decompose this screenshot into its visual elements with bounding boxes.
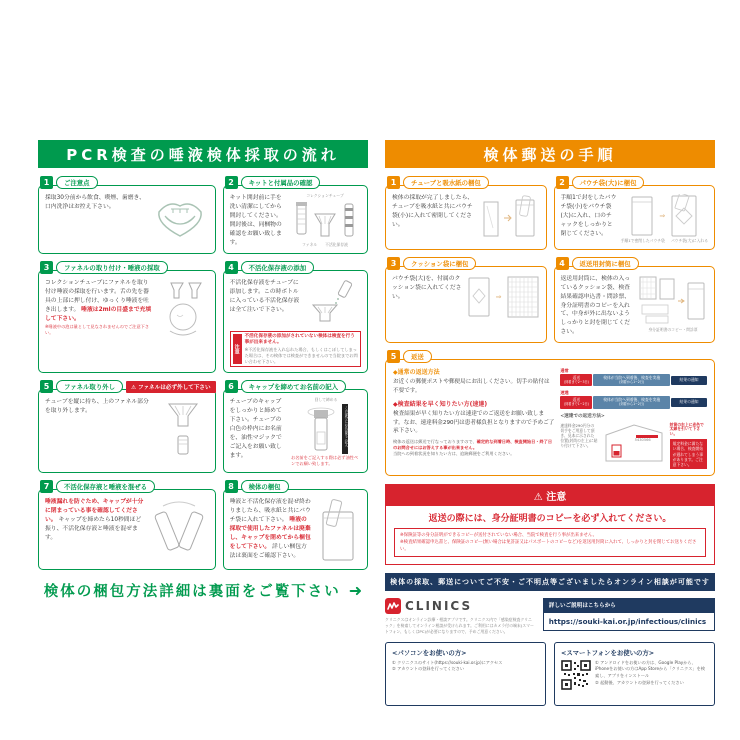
tl2-b1: 返送 — [572, 397, 581, 403]
step-8-emphasis: 唾液の採取で使用したファネルは廃棄し、キャップを閉めてから梱包をして下さい。 — [229, 516, 311, 550]
pc-step-2: ② アカウントの登録を行ってください — [392, 666, 465, 672]
label-funnel: ファネル — [302, 241, 318, 247]
fee-warning-note: 規定料金に満たない場合、検査開始が遅れてしまう事があります。ご注意下さい。 — [670, 439, 707, 469]
left-page-title: PCR検査の唾液検体採取の流れ — [38, 140, 368, 168]
step-1-body: 採取30分前から飲食、喫煙、歯磨き、口内洗浄はお控え下さい。 — [45, 195, 145, 210]
tl2-b3: 結果の通知 — [671, 398, 707, 406]
mail-step-1-title: チューブと吸水紙の梱包 — [403, 176, 489, 189]
online-consult-banner: 検体の採取、郵送についてご不安・ご不明点等ございましたらオンライン相談が可能です — [385, 573, 715, 591]
step-6-body: チューブのキャップをしっかりと締めて下さい。チューブの白色の枠内にお名前を、油性マジックでご記入をお願い致します。 — [229, 399, 282, 460]
step-1-number: 1 — [40, 176, 53, 189]
timeline-tag-express: 速達 — [560, 390, 569, 396]
cap-name-illustration — [291, 398, 361, 466]
cap-rotate-label: 回して締める — [314, 397, 338, 403]
step-3-body: コレクションチューブにファネルを取り付け唾液の採取を行います。舌の先を器具の上部に押し付け、ゆっくり唾液を吐き出します。 — [45, 279, 150, 313]
step-5-number: 5 — [40, 380, 53, 393]
caution-small-1: ※保険証等の身分証明ができるコピーが送付されていない場合、当院で検査を行う事が出来ません。 — [400, 532, 597, 538]
pc-users-heading: <パソコンをお使いの方> — [392, 648, 467, 657]
step-5-badge: ⚠ ファネルは必ず外して下さい — [126, 381, 216, 393]
left-footer-text: 検体の梱包方法詳細は裏面をご覧下さい — [43, 583, 341, 600]
tl1-b2: 検体が当院へ到着後、検査を実施 — [603, 375, 661, 381]
step-6 — [223, 380, 368, 472]
mouth-illustration — [151, 194, 209, 242]
mail-step-5 — [385, 350, 715, 475]
tl1-b3: 結果の通知 — [671, 376, 707, 384]
step-2-title: キットと付属品の確認 — [241, 176, 321, 189]
sp-step-1: ① アンドロイドをお使いの方は、Google Playから、iPhoneをお使いの方はApp Storeから「クリニクス」を検索し、アプリをインストール — [595, 659, 705, 679]
cushion-bag-illustration — [466, 275, 540, 319]
arrow-icon: ⇒ — [659, 212, 666, 220]
tl1-b1: 返送 — [572, 375, 581, 381]
clinics-description: クリニクスはオンライン診療・相談アプリです。クリニクス内で「感染症検査クリニック」を検索してオンライン相談が受けられます。ご利用にはカメラ付の端末(スマートフォン、もしくはPC)が必要になりますので、予めご用意ください。 — [385, 617, 534, 634]
pc-users-box — [385, 642, 546, 706]
pouch-large-illustration — [621, 194, 708, 244]
smartphone-users-box — [554, 642, 715, 706]
step-5-body: チューブを縦に持ち、上のファネル部分を取り外します。 — [45, 399, 149, 415]
detail-heading: 詳しいご説明はこちらから — [543, 598, 715, 612]
express-stamp-note: 速達料金290円分の切手をご用意して頂き、見本に示された位置(封筒の左上)に貼り付けて下さい。 — [560, 422, 598, 448]
step-8-body: 唾液と不活化保存液を混ぜ終わりましたら、吸水紙と共にパウチ袋に入れて下さい。 — [229, 498, 311, 523]
step-6-pen-note: お名前をご記入する際は必ず油性ペンでお願い致します。 — [291, 454, 359, 466]
timeline-tag-normal: 通常 — [560, 368, 569, 374]
step-3-title: ファネルの取り付け・唾液の採取 — [56, 261, 168, 274]
shake-illustration — [149, 498, 209, 560]
step-8-body2: 詳しい梱包方法は裏面をご確認下さい。 — [229, 543, 307, 559]
mail-step-1-body: 検体の採取が完了しましたら、チューブを吸水紙と共にパウチ袋(小)に入れて密閉してください。 — [392, 195, 474, 228]
express-diagram-heading: <速達での返送方法> — [560, 413, 605, 419]
step-5-title: ファネル取り外し — [56, 380, 123, 393]
kit-contents-illustration — [289, 194, 361, 247]
step-3-emphasis: 唾液は2mlの目盛まで充填して下さい。 — [45, 306, 152, 322]
mail-step-5-number: 5 — [387, 350, 400, 363]
name-flag-label: この部分にお名前をご記入 — [342, 404, 348, 454]
right-steps-grid — [385, 176, 715, 343]
mail-step-2-title: パウチ袋(大)に梱包 — [572, 176, 645, 189]
step-8-title: 検体の梱包 — [241, 480, 289, 493]
step-3-note: ※唾液中の泡は量として見なされませんのでご注意下さい。 — [45, 323, 150, 335]
caution-banner: ⚠ 注意 — [386, 485, 714, 506]
express-return-body: 検査結果が早く知りたい方は速達でのご返送をお願い致します。なお、速達料金290円は患者様負担となりますので予めご了承下さい。 — [393, 411, 555, 434]
step-7-body: キャップを締めたら10秒間ほど振り、不活化保存液と唾液を混ぜます。 — [45, 516, 142, 541]
step-4-number: 4 — [225, 261, 238, 274]
pour-illustration — [305, 279, 361, 323]
step-2-number: 2 — [225, 176, 238, 189]
detail-link-box — [543, 598, 715, 635]
caution-lead: 返送の際には、身分証明書のコピーを必ず入れてください。 — [428, 513, 672, 524]
step-4-title: 不活化保存液の添加 — [241, 261, 315, 274]
fineprint-red: 確定的な到着日時、検査開始日・終了日のお問合せにはお答えする事が出来ません。 — [393, 439, 553, 451]
tl1-b1s: (到着まで2~3日) — [563, 379, 589, 384]
tl2-b2: 検体が当院へ到着後、検査を実施 — [603, 397, 661, 403]
tl1-b2s: (到着から1~2日) — [619, 379, 645, 384]
mail-step-1 — [385, 176, 547, 250]
step-7-emphasis: 唾液漏れを防ぐため、キャップが十分に閉まっている事を確認してください。 — [45, 498, 144, 523]
step-1-title: ご注意点 — [56, 176, 98, 189]
mail-step-3-number: 3 — [387, 257, 400, 270]
normal-return-body: お近くの郵便ポストや郵便局にお出しください。切手の貼付は不要です。 — [393, 379, 550, 394]
mail-step-3 — [385, 257, 547, 344]
step-8 — [223, 480, 368, 570]
step-7-title: 不活化保存液と唾液を混ぜる — [56, 480, 155, 493]
warning-tag: 注意 — [233, 334, 242, 364]
step-4-warning-small: ※不活化保存液を入れ忘れた場合、もしくはこぼしてしまった場合は、その検体では検査ができませんので当院までお問い合わせ下さい。 — [244, 346, 358, 364]
sp-step-2: ② 起動後、アカウントの登録を行ってください — [595, 679, 684, 685]
mail-step-2-caption-2: パウチ袋(大)に入れる — [670, 238, 708, 243]
step-2-body: キット開封前に手を洗い清潔にしてから開封してください。開封後は、同梱物の確認をお願い致します。 — [229, 195, 282, 246]
remove-funnel-illustration — [157, 398, 209, 456]
express-envelope-illustration — [602, 423, 666, 463]
mail-step-3-body: パウチ袋(大)を、付属のクッション袋に入れてください。 — [392, 275, 462, 300]
red-line-note: 封筒の右上に赤色で太線を引いて下さい。 — [669, 421, 704, 437]
qr-code — [561, 660, 591, 690]
page-mailing-procedure — [385, 140, 715, 706]
mail-step-2 — [554, 176, 716, 250]
mail-step-1-number: 1 — [387, 176, 400, 189]
right-page-title: 検体郵送の手順 — [385, 140, 715, 168]
arrow-icon: ⇒ — [495, 292, 502, 301]
express-return-heading: ◆検査結果を早く知りたい方(速達) — [393, 401, 488, 409]
tl2-b2s: (到着から1~2日) — [619, 401, 645, 406]
normal-return-heading: ◆通常の返送方法 — [393, 369, 440, 377]
step-7-number: 7 — [40, 480, 53, 493]
mail-step-4 — [554, 257, 716, 344]
mail-step-4-caption: 身分証明書のコピー・問診票 — [648, 326, 698, 332]
pouch-illustration — [315, 498, 361, 564]
mail-step-2-body: 手順1で封をしたパウチ袋(小)をパウチ袋(大)に入れ、口のチャックをしっかりと閉じてください。 — [560, 195, 617, 237]
step-3 — [38, 261, 216, 373]
pc-step-1: ① クリニクスのサイト(https://souki-kai.or.jp)にアクセス — [392, 659, 503, 665]
left-steps-grid — [38, 176, 368, 570]
caution-box — [385, 484, 715, 565]
return-envelope-illustration — [638, 275, 708, 333]
mail-step-2-number: 2 — [556, 176, 569, 189]
back-side-arrow-icon: ➜ — [348, 580, 363, 600]
step-8-number: 8 — [225, 480, 238, 493]
mail-step-5-title: 返送 — [403, 350, 432, 363]
step-4-warning — [230, 331, 361, 367]
step-4-warning-text: 不活化保存液の添加がされていない検体は検査を行う事が出来ません。 — [244, 333, 355, 346]
mail-step-3-title: クッション袋に梱包 — [403, 257, 476, 270]
clinics-logo-text: CLINICS — [405, 599, 473, 614]
clinics-logo-icon — [385, 598, 401, 614]
tl2-b1s: (到着まで1~2日) — [563, 401, 589, 406]
mail-step-4-title: 返送用封筒に梱包 — [572, 257, 639, 270]
step-7 — [38, 480, 216, 570]
fineprint-1: 検体の返送は郵送で行なっておりますので、 — [393, 439, 477, 445]
envelope-code: 5430566 — [634, 437, 651, 442]
step-6-number: 6 — [225, 380, 238, 393]
step-6-title: キャップを締めてお名前の記入 — [241, 380, 346, 393]
consult-url: https://souki-kai.or.jp/infectious/clinics — [543, 612, 715, 631]
caution-small-2: ※検査結果確認申込書と、保険証のコピー(無い場合は免許証又はパスポートのコピーなど)を返送用封筒に入れて、しっかりと封を閉じてお送りください。 — [400, 539, 697, 552]
step-5 — [38, 380, 216, 472]
step-4-body: 不活化保存液をチューブに添加します。この時ボトルに入っている不活化保存液は全て注いで下さい。 — [229, 279, 300, 313]
mail-step-4-number: 4 — [556, 257, 569, 270]
left-footer — [38, 580, 368, 601]
step-1 — [38, 176, 216, 254]
mail-step-2-caption-1: 手順1で密閉したパウチ袋 — [620, 238, 665, 243]
label-collection-tube: コレクションチューブ — [306, 193, 344, 198]
return-timeline — [560, 368, 707, 468]
spit-illustration — [157, 279, 209, 341]
fineprint-2: 当院への到着状況を知りたい方は、追跡郵便をご利用ください。 — [393, 451, 515, 457]
smartphone-users-heading: <スマートフォンをお使いの方> — [561, 648, 655, 657]
step-4 — [223, 261, 368, 373]
mail-step-4-body: 返送用封筒に、検体の入っているクッション袋、検査結果確認申込書・問診票、身分証明書のコピーを入れて、中身が外に出ないようしっかりと封を閉じてください。 — [560, 275, 631, 336]
step-3-number: 3 — [40, 261, 53, 274]
label-preservative: 不活化保存液 — [325, 241, 348, 247]
page-saliva-collection — [38, 140, 368, 601]
pouch-small-illustration — [478, 194, 540, 240]
step-2 — [223, 176, 368, 254]
clinics-info — [385, 598, 535, 635]
